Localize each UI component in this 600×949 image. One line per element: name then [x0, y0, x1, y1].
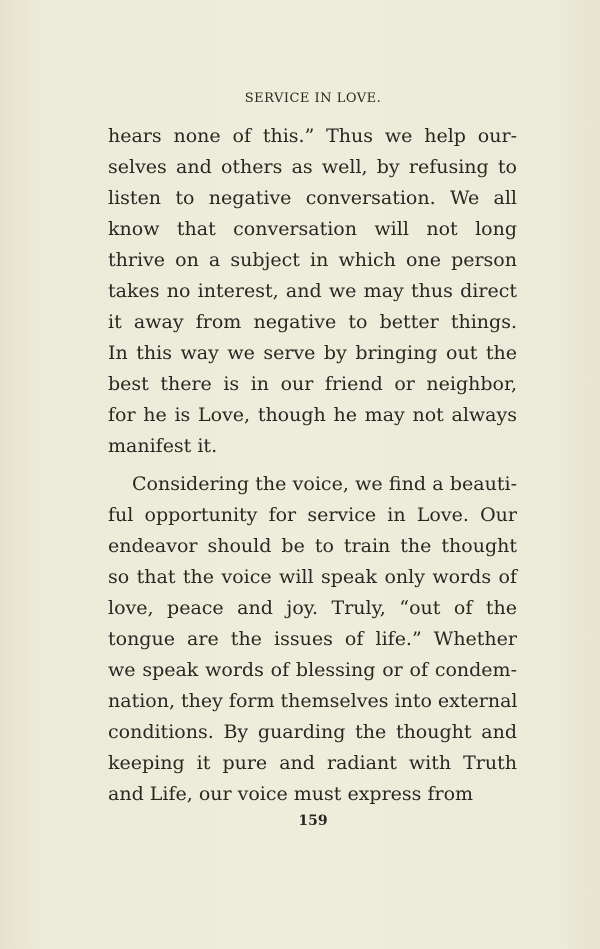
page-number: 159: [298, 813, 328, 829]
text-line: ful opportunity for service in Love. Our: [108, 504, 517, 526]
text-line: nation, they form themselves into external: [108, 690, 518, 712]
text-line: tongue are the issues of life.” Whether: [108, 628, 517, 650]
text-line: hears none of this.” Thus we help our-: [108, 125, 517, 147]
text-line: takes no interest, and we may thus direct: [108, 280, 517, 302]
text-line: know that conversation will not long: [108, 218, 517, 240]
text-line: for he is Love, though he may not always: [108, 404, 517, 426]
text-line: we speak words of blessing or of condem-: [108, 659, 517, 681]
running-header: SERVICE IN LOVE.: [244, 91, 382, 106]
text-line: keeping it pure and radiant with Truth: [108, 752, 517, 774]
text-line: it away from negative to better things.: [108, 311, 517, 333]
paragraph-1: [108, 121, 517, 462]
text-line: so that the voice will speak only words of: [108, 566, 517, 588]
text-line: conditions. By guarding the thought and: [108, 721, 517, 743]
paragraph-2: [108, 469, 517, 810]
text-line: thrive on a subject in which one person: [108, 249, 517, 271]
text-line: In this way we serve by bringing out the: [108, 342, 517, 364]
text-line: and Life, our voice must express from: [108, 783, 474, 805]
text-line: best there is in our friend or neighbor,: [108, 373, 517, 395]
text-line: endeavor should be to train the thought: [108, 535, 517, 557]
text-line: selves and others as well, by refusing to: [108, 156, 517, 178]
text-line: Considering the voice, we find a beauti-: [132, 473, 517, 495]
text-line: love, peace and joy. Truly, “out of the: [108, 597, 517, 619]
text-line: manifest it.: [108, 435, 218, 457]
text-line: listen to negative conversation. We all: [108, 187, 517, 209]
